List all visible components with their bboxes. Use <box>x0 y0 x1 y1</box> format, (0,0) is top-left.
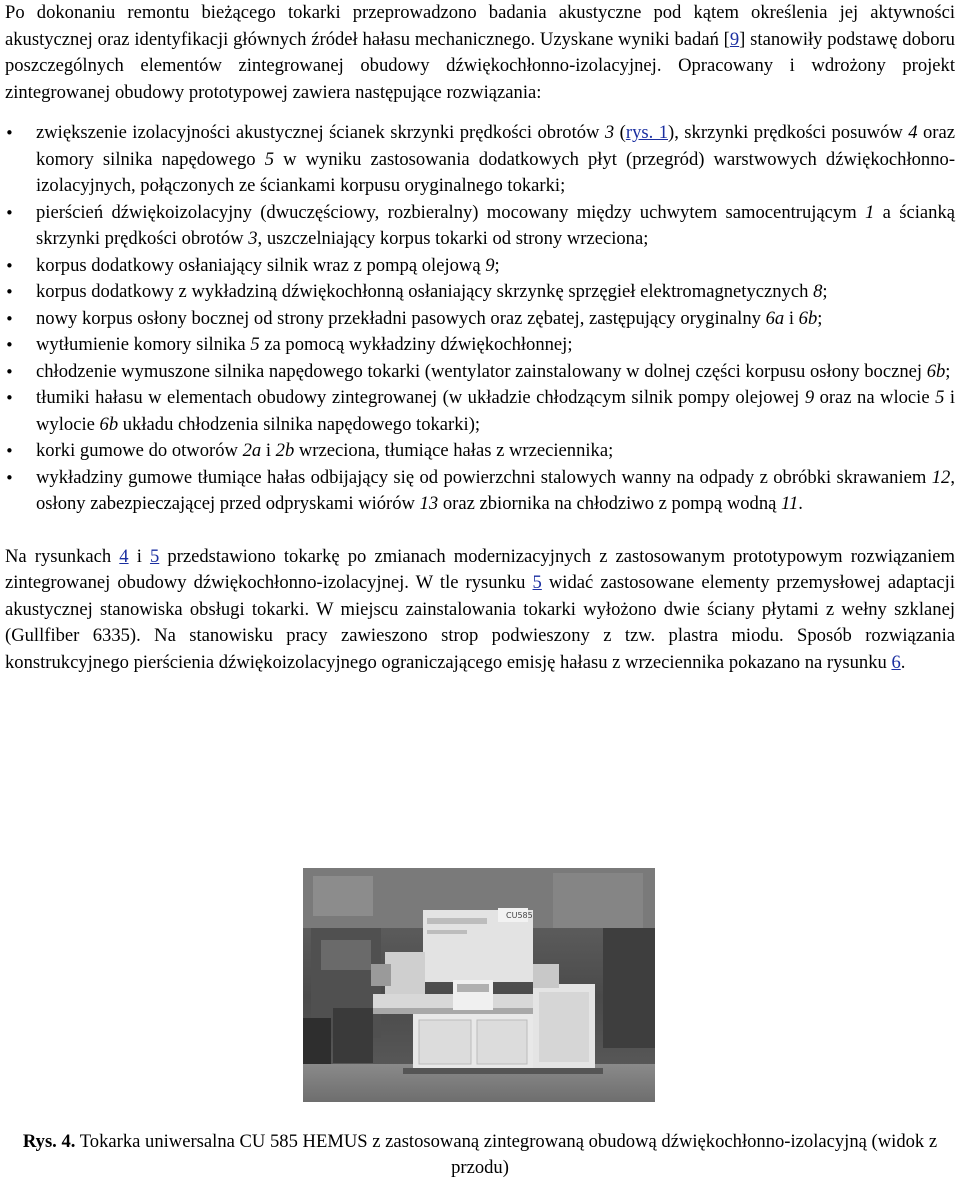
caption-text: Tokarka uniwersalna CU 585 HEMUS z zastosowaną zintegrowaną obudową dźwiękochłonno-izolacyjną (widok z przodu) <box>75 1131 938 1178</box>
item-number: 6b <box>926 360 946 382</box>
list-item-text: korpus dodatkowy z wykładziną dźwiękochłonną osłaniający skrzynkę sprzęgieł elektromagnetycznych <box>36 281 814 302</box>
caption-label: Rys. 4. <box>22 1131 76 1152</box>
item-number: 2a <box>242 440 262 461</box>
item-number: 11 <box>781 493 799 514</box>
item-number: 3 <box>248 228 258 249</box>
list-item <box>5 279 955 306</box>
lathe-photo <box>303 868 655 1102</box>
list-item-text: zwiększenie izolacyjności akustycznej ścianek skrzynki prędkości obrotów <box>36 122 605 143</box>
list-item <box>5 200 955 253</box>
list-item-text: pierścień dźwiękoizolacyjny (dwuczęściowy, rozbieralny) mocowany między uchwytem samocentrującym <box>36 201 866 223</box>
intro-paragraph <box>5 0 955 106</box>
para2-text-4: widać zastosowane elementy przemysłowej adaptacji akustycznej stanowiska obsługi tokarki. W miejscu zainstalowania tokarki wyłożono dwie ściany płytami z wełny szklanej (Gullfiber 6335). Na stanowisku pracy zawieszono strop podwieszony z tzw. plastra miodu. Sposób rozwiązania konstrukcyjnego pierścienia dźwiękoizolacyjnego ograniczającego emisję hałasu z wrzeciennika pokazano na rysunku <box>5 572 956 673</box>
figure-link-5-second[interactable]: 5 <box>532 572 542 593</box>
list-item <box>5 120 955 200</box>
item-number: 9 <box>485 254 495 276</box>
list-item-text: oraz zbiornika na chłodziwo z pompą wodną <box>438 493 782 514</box>
list-item <box>5 465 955 518</box>
lathe-photo-illustration <box>303 868 655 1102</box>
list-item-text: ), skrzynki prędkości posuwów <box>668 122 909 143</box>
reference-link-9[interactable]: 9 <box>729 28 740 50</box>
item-number: 6b <box>798 307 818 329</box>
list-item-text: ; <box>817 307 823 329</box>
list-item-text: , osłony zabezpieczającej przed odpryskami wiórów <box>36 466 955 514</box>
item-number: 5 <box>264 148 274 170</box>
list-item-text: układu chłodzenia silnika napędowego tokarki); <box>118 413 481 435</box>
machine-plate-label: CU585 <box>506 911 533 920</box>
item-number: 5 <box>250 334 260 355</box>
list-item-text: a ścianką skrzynki prędkości obrotów <box>36 201 955 249</box>
list-item-text: za pomocą wykładziny dźwiękochłonnej; <box>259 334 573 355</box>
item-number: 1 <box>865 201 875 223</box>
second-paragraph <box>5 544 955 677</box>
list-item <box>5 385 955 438</box>
list-item <box>5 438 955 465</box>
item-number: 12 <box>931 466 951 488</box>
list-item-text: wrzeciona, tłumiące hałas z wrzeciennika; <box>294 440 614 461</box>
list-item-text: korpus dodatkowy osłaniający silnik wraz z pompą olejową <box>36 254 486 276</box>
intro-text-2: ] stanowiły podstawę doboru poszczególnych elementów zintegrowanej obudowy dźwiękochłonno-izolacyjnej. Opracowany i wdrożony projekt zintegrowanej obudowy prototypowej zawiera następujące rozwiązania: <box>5 28 955 103</box>
list-item <box>5 359 955 386</box>
list-item-text: ; <box>945 360 951 382</box>
list-item-text: tłumiki hałasu w elementach obudowy zintegrowanej (w układzie chłodzącym silnik pompy olejowej <box>36 387 805 408</box>
list-item-text: ( <box>614 122 626 143</box>
para2-text-3: przedstawiono tokarkę po zmianach modernizacyjnych z zastosowanym prototypowym rozwiązaniem zintegrowanej obudowy dźwiękochłonno-izolacyjnej. W tle rysunku <box>5 545 955 593</box>
list-item-text: oraz komory silnika napędowego <box>36 122 955 170</box>
list-item-text: . <box>798 493 803 514</box>
list-item-text: i <box>261 440 276 461</box>
figure-caption <box>0 1129 960 1181</box>
item-number: 8 <box>813 281 823 302</box>
list-item-text: ; <box>494 254 500 276</box>
para2-text-5: . <box>900 651 906 673</box>
list-item-text: w wyniku zastosowania dodatkowych płyt (przegród) warstwowych dźwiękochłonno-izolacyjnych, połączonych ze ściankami korpusu oryginalnego tokarki; <box>36 148 956 196</box>
item-number: 5 <box>935 387 945 408</box>
list-item <box>5 306 955 333</box>
figure-link-4[interactable]: 4 <box>119 545 129 567</box>
item-number: 6a <box>765 307 785 329</box>
para2-text-1: Na rysunkach <box>5 545 120 567</box>
item-number: 2b <box>275 440 295 461</box>
item-number: 4 <box>908 122 918 143</box>
figure-link[interactable]: rys. 1 <box>625 122 668 143</box>
list-item-text: wytłumienie komory silnika <box>36 334 251 355</box>
item-number: 9 <box>804 387 815 408</box>
list-item-text: korki gumowe do otworów <box>36 440 243 461</box>
list-item-text: chłodzenie wymuszone silnika napędowego tokarki (wentylator zainstalowany w dolnej części korpusu osłony bocznej <box>36 360 927 382</box>
figure-link-5[interactable]: 5 <box>149 545 160 567</box>
list-item-text: nowy korpus osłony bocznej od strony przekładni pasowych oraz zębatej, zastępujący oryginalny <box>36 307 766 329</box>
item-number: 3 <box>604 122 615 143</box>
para2-text-2: i <box>128 545 150 567</box>
solutions-list <box>5 120 955 518</box>
list-item-text: , uszczelniający korpus tokarki od strony wrzeciona; <box>257 228 649 249</box>
item-number: 6b <box>99 413 119 435</box>
item-number: 13 <box>419 493 439 514</box>
document-page <box>5 0 955 676</box>
list-item-text: oraz na wlocie <box>814 387 936 408</box>
list-item-text: wykładziny gumowe tłumiące hałas odbijający się od powierzchni stalowych wanny na odpady z obróbki skrawaniem <box>36 466 932 488</box>
list-item-text: i wylocie <box>36 387 956 435</box>
intro-text-1: Po dokonaniu remontu bieżącego tokarki przeprowadzono badania akustyczne pod kątem określenia jej aktywności akustycznej oraz identyfikacji głównych źródeł hałasu mechanicznego. Uzyskane wyniki badań [ <box>5 2 955 50</box>
figure-link-6[interactable]: 6 <box>891 651 901 673</box>
list-item-text: i <box>784 307 799 329</box>
list-item-text: ; <box>822 281 828 302</box>
list-item <box>5 253 955 280</box>
list-item <box>5 332 955 359</box>
